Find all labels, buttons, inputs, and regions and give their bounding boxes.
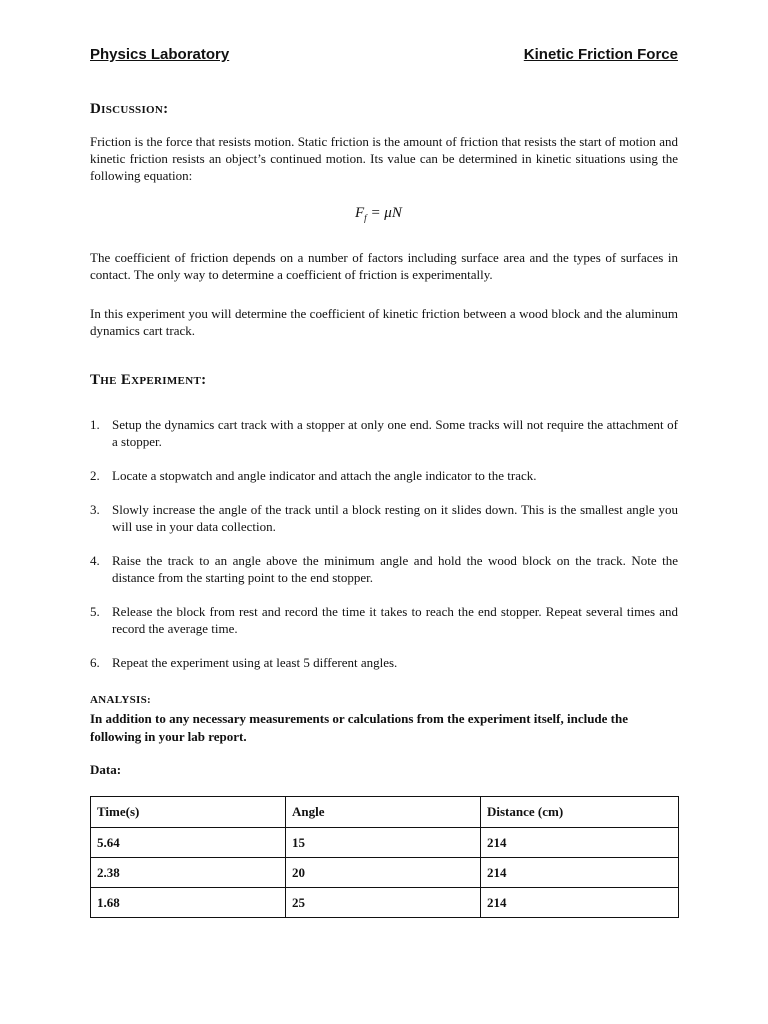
column-header-angle: Angle (286, 797, 481, 828)
cell-distance: 214 (481, 858, 679, 888)
step-text: Setup the dynamics cart track with a stopper at only one end. Some tracks will not require the attachment of a stopper. (112, 417, 678, 449)
friction-equation (355, 205, 402, 223)
step-text: Repeat the experiment using at least 5 different angles. (112, 655, 398, 670)
discussion-paragraph-2: The coefficient of friction depends on a number of factors including surface area and the types of surfaces in contact. The only way to determine a coefficient of friction is experimentally. (90, 250, 678, 282)
cell-angle: 20 (286, 858, 481, 888)
list-item (90, 501, 678, 535)
step-number: 1. (90, 417, 100, 432)
table-row (91, 858, 679, 888)
table-row (91, 888, 679, 918)
discussion-paragraph-3: In this experiment you will determine the coefficient of kinetic friction between a wood block and the aluminum dynamics cart track. (90, 306, 678, 338)
list-item (90, 603, 678, 637)
cell-distance: 214 (481, 888, 679, 918)
step-number: 2. (90, 468, 100, 483)
cell-time: 1.68 (91, 888, 286, 918)
step-text: Raise the track to an angle above the minimum angle and hold the wood block on the track. Note the distance from the starting point to the end stopper. (112, 553, 678, 585)
header-course-title: Physics Laboratory (90, 46, 230, 63)
analysis-heading: ANALYSIS: (90, 694, 151, 706)
list-item (90, 654, 678, 671)
cell-angle: 25 (286, 888, 481, 918)
data-table (90, 796, 679, 918)
step-text: Locate a stopwatch and angle indicator and attach the angle indicator to the track. (112, 468, 537, 483)
table-header-row (91, 797, 679, 828)
discussion-paragraph-1: Friction is the force that resists motion. Static friction is the amount of friction that resists the start of motion and kinetic friction resists an object’s continued motion. Its value can be determined in kinetic situations using the following equation: (90, 134, 678, 183)
step-text: Slowly increase the angle of the track until a block resting on it slides down. This is the smallest angle you will use in your data collection. (112, 502, 678, 534)
cell-distance: 214 (481, 828, 679, 858)
analysis-instruction: In addition to any necessary measurements or calculations from the experiment itself, include the following in your lab report. (90, 711, 629, 744)
step-number: 4. (90, 553, 100, 568)
equation-subscript: f (364, 213, 367, 223)
list-item (90, 467, 678, 484)
step-number: 3. (90, 502, 100, 517)
cell-angle: 15 (286, 828, 481, 858)
column-header-distance: Distance (cm) (481, 797, 679, 828)
equation-rhs: = μN (366, 205, 402, 221)
list-item (90, 552, 678, 586)
experiment-steps-list (90, 416, 678, 688)
step-text: Release the block from rest and record the time it takes to reach the end stopper. Repeat several times and record the average time. (112, 604, 678, 636)
table-row (91, 828, 679, 858)
header-lab-title: Kinetic Friction Force (523, 46, 678, 63)
step-number: 6. (90, 655, 100, 670)
experiment-heading: The Experiment: (90, 372, 207, 388)
list-item (90, 416, 678, 450)
step-number: 5. (90, 604, 100, 619)
cell-time: 5.64 (91, 828, 286, 858)
discussion-heading: Discussion: (90, 101, 169, 117)
column-header-time: Time(s) (91, 797, 286, 828)
cell-time: 2.38 (91, 858, 286, 888)
equation-lhs: F (355, 205, 365, 221)
page-header (90, 46, 678, 63)
data-heading: Data: (90, 762, 122, 777)
